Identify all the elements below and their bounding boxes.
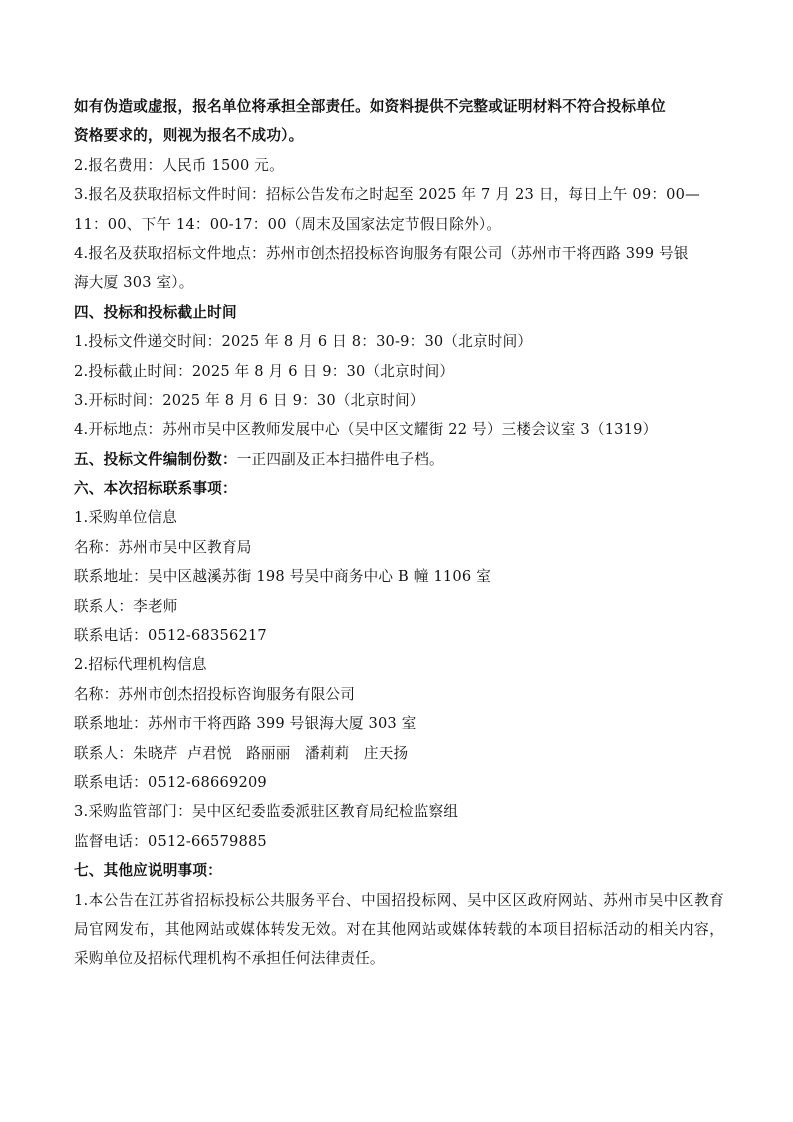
registration-time-line-2: 11：00、下午 14：00-17：00（周末及国家法定节假日除外）。 <box>74 215 502 233</box>
bid-opening-time: 3.开标时间：2025 年 8 月 6 日 9：30（北京时间） <box>74 391 425 409</box>
section-5-row <box>74 445 724 474</box>
section-5-text: 一正四副及正本扫描件电子档。 <box>236 450 444 468</box>
bid-deadline: 2.投标截止时间：2025 年 8 月 6 日 9：30（北京时间） <box>74 362 455 380</box>
bid-submission-time: 1.投标文件递交时间：2025 年 8 月 6 日 8：30-9：30（北京时间） <box>74 333 533 351</box>
section-7-item-1: 1.本公告在江苏省招标投标公共服务平台、中国招投标网、吴中区区政府网站、苏州市吴中区教育局官网发布，其他网站或媒体转发无效。对在其他网站或媒体转载的本项目招标活动的相关内容，采购单位及招标代理机构不承担任何法律责任。 <box>74 891 724 968</box>
supervision-heading: 3.采购监管部门：吴中区纪委监委派驻区教育局纪检监察组 <box>74 803 459 821</box>
purchaser-address: 联系地址：吴中区越溪苏街 198 号吴中商务中心 B 幢 1106 室 <box>74 568 492 586</box>
bid-opening-place: 4.开标地点：苏州市吴中区教师发展中心（吴中区文耀街 22 号）三楼会议室 3（1319） <box>74 421 658 439</box>
warning-line-1: 如有伪造或虚报，报名单位将承担全部责任。如资料提供不完整或证明材料不符合投标单位 <box>74 98 666 115</box>
section-7-title: 七、其他应说明事项： <box>74 862 222 880</box>
agency-phone: 联系电话：0512-68669209 <box>74 773 267 791</box>
section-5-title: 五、投标文件编制份数： <box>74 450 237 468</box>
document-body <box>74 92 724 974</box>
purchaser-name: 名称：苏州市吴中区教育局 <box>74 538 252 556</box>
supervision-phone: 监督电话：0512-66579885 <box>74 832 267 850</box>
purchaser-phone: 联系电话：0512-68356217 <box>74 627 267 645</box>
registration-place-line-1: 4.报名及获取招标文件地点：苏州市创杰招投标咨询服务有限公司（苏州市干将西路 399 号银 <box>74 244 689 262</box>
section-4-title: 四、投标和投标截止时间 <box>74 303 237 321</box>
warning-line-2: 资格要求的，则视为报名不成功）。 <box>74 127 304 145</box>
agency-name: 名称：苏州市创杰招投标咨询服务有限公司 <box>74 685 356 703</box>
registration-time-line-1: 3.报名及获取招标文件时间：招标公告发布之时起至 2025 年 7 月 23 日，每日上午 09：00— <box>74 186 700 204</box>
purchaser-contact: 联系人：李老师 <box>74 597 178 615</box>
section-6-title: 六、本次招标联系事项： <box>74 480 237 498</box>
agency-heading: 2.招标代理机构信息 <box>74 656 207 674</box>
registration-fee: 2.报名费用：人民币 1500 元。 <box>74 156 284 174</box>
registration-place-line-2: 海大厦 303 室）。 <box>74 274 194 292</box>
agency-contact: 联系人：朱晓芹 卢君悦 路丽丽 潘莉莉 庄天扬 <box>74 744 409 762</box>
agency-address: 联系地址：苏州市干将西路 399 号银海大厦 303 室 <box>74 715 417 733</box>
purchaser-heading: 1.采购单位信息 <box>74 509 178 527</box>
